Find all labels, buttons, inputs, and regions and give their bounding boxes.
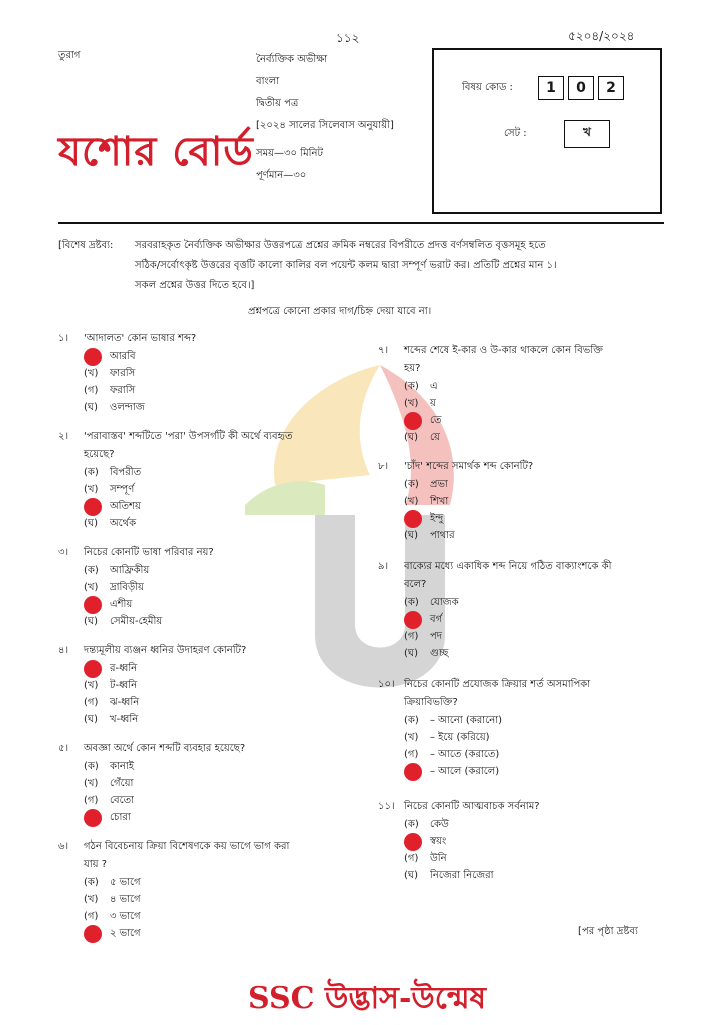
option-text: অতিশয় <box>110 501 141 512</box>
answer-option <box>58 382 358 399</box>
answer-option <box>58 775 358 792</box>
marked-answer-icon <box>404 412 422 430</box>
option-text: র-ধ্বনি <box>110 663 138 674</box>
answer-option <box>378 729 678 746</box>
question-stem <box>378 342 678 360</box>
option-label: (খ) <box>84 680 99 691</box>
marked-answer-icon <box>84 596 102 614</box>
marked-answer-icon <box>404 611 422 629</box>
answer-option <box>58 809 358 826</box>
option-label: (ঘ) <box>404 530 418 541</box>
option-label: (খ) <box>84 582 99 593</box>
exam-code: ৫২০৪/২০২৪ <box>568 29 635 43</box>
set-value: খ <box>564 120 610 148</box>
answer-option <box>378 628 678 645</box>
question-text: বলে? <box>404 579 427 590</box>
option-text: পদ <box>430 631 443 642</box>
answer-option <box>58 677 358 694</box>
question-text: দন্ত্যমূলীয় ব্যঞ্জন ধ্বনির উদাহরণ কোনটি? <box>84 645 247 656</box>
answer-option <box>58 925 358 942</box>
option-text: সম্পূর্ণ <box>110 484 135 495</box>
option-label: (খ) <box>84 778 99 789</box>
question-number: ৪। <box>58 645 69 656</box>
question-number: ৬। <box>58 841 69 852</box>
question-number: ২। <box>58 431 69 442</box>
option-text: স্বয়ং <box>430 836 447 847</box>
option-label: (গ) <box>84 795 99 806</box>
option-label: (খ) <box>84 894 99 905</box>
answer-option <box>378 712 678 729</box>
page-note: [পর পৃষ্ঠা দ্রষ্টব্য <box>578 926 638 937</box>
marked-answer-icon <box>404 510 422 528</box>
question-text: নিচের কোনটি প্রযোজক ক্রিয়ার শর্ত অসমাপিকা <box>404 679 591 690</box>
option-text: দ্রাবিড়ীয় <box>110 582 144 593</box>
question-number: ১০। <box>378 679 395 690</box>
code-box <box>432 48 662 214</box>
question-text: অবজ্ঞা অর্থে কোন শব্দটি ব্যবহার হয়েছে? <box>84 743 246 754</box>
subject-line: পূর্ণমান—৩০ <box>256 170 307 181</box>
question-text: যায় ? <box>84 859 108 870</box>
option-label: (ক) <box>404 597 419 608</box>
question-text: 'চাঁদ' শব্দের সমার্থক শব্দ কোনটি? <box>404 461 534 472</box>
answer-option <box>58 481 358 498</box>
question-number: ১১। <box>378 801 395 812</box>
option-label: (ক) <box>404 479 419 490</box>
option-text: ৩ ভাগে <box>110 911 141 922</box>
question-stem <box>58 642 358 660</box>
question <box>58 740 358 826</box>
code-digit: 0 <box>568 76 594 100</box>
option-label: (ক) <box>84 467 99 478</box>
question-stem <box>378 676 678 694</box>
instruction-label: [বিশেষ দ্রষ্টব্য: <box>58 240 114 251</box>
option-text: গেঁয়ো <box>110 778 134 789</box>
option-text: এ <box>430 381 438 392</box>
answer-option <box>378 867 678 884</box>
question-text: গঠন বিবেচনায় ক্রিয়া বিশেষণকে কয় ভাগে ভাগ করা <box>84 841 290 852</box>
question <box>378 458 678 544</box>
question <box>378 798 678 884</box>
question-stem <box>58 856 358 874</box>
option-text: ট-ধ্বনি <box>110 680 138 691</box>
question-stem <box>58 544 358 562</box>
option-text: – আলে (করালে) <box>430 766 500 777</box>
option-text: তে <box>430 415 442 426</box>
option-text: ফরাসি <box>110 385 136 396</box>
option-text: নিজেরা নিজেরা <box>430 870 494 881</box>
option-text: আফ্রিকীয় <box>110 565 150 576</box>
option-label: (ক) <box>404 715 419 726</box>
option-text: ৪ ভাগে <box>110 894 141 905</box>
answer-option <box>378 510 678 527</box>
questions-right <box>378 342 678 894</box>
question-text: হয়েছে? <box>84 449 115 460</box>
option-label: (গ) <box>404 853 419 864</box>
answer-option <box>378 527 678 544</box>
option-label: (খ) <box>84 484 99 495</box>
instruction-line: সকল প্রশ্নের উত্তর দিতে হবে।] <box>135 280 255 291</box>
question-stem <box>378 798 678 816</box>
question <box>378 342 678 446</box>
question-stem <box>58 446 358 464</box>
option-text: আরবি <box>110 351 136 362</box>
left-tag: তুরাগ <box>58 50 81 61</box>
option-label: (গ) <box>84 911 99 922</box>
marked-answer-icon <box>84 660 102 678</box>
option-text: উনি <box>430 853 447 864</box>
question-stem <box>378 576 678 594</box>
option-label: (ক) <box>84 565 99 576</box>
option-label: (ক) <box>84 761 99 772</box>
option-label: (ক) <box>404 381 419 392</box>
subject-code-label: বিষয় কোড : <box>462 82 513 93</box>
answer-option <box>58 399 358 416</box>
option-text: কেউ <box>430 819 449 830</box>
question-number: ৫। <box>58 743 69 754</box>
question-stem <box>378 558 678 576</box>
answer-option <box>378 645 678 662</box>
question-text: হয়? <box>404 363 421 374</box>
option-label: (খ) <box>404 732 419 743</box>
answer-option <box>58 365 358 382</box>
question-text: শব্দের শেষে ই-কার ও উ-কার থাকলে কোন বিভক্তি <box>404 345 603 356</box>
subject-line: নৈর্ব্যক্তিক অভীক্ষা <box>256 54 328 65</box>
option-text: ওলন্দাজ <box>110 402 145 413</box>
answer-option <box>58 891 358 908</box>
option-label: (ঘ) <box>84 714 98 725</box>
option-label: (ক) <box>84 877 99 888</box>
subject-line: বাংলা <box>256 76 280 87</box>
marked-answer-icon <box>404 763 422 781</box>
question-stem <box>378 458 678 476</box>
divider <box>58 222 664 224</box>
answer-option <box>58 758 358 775</box>
answer-option <box>58 498 358 515</box>
answer-option <box>378 833 678 850</box>
option-label: (খ) <box>404 398 419 409</box>
question-number: ৭। <box>378 345 389 356</box>
marked-answer-icon <box>84 498 102 516</box>
question <box>58 838 358 942</box>
instruction-line: সরবরাহকৃত নৈর্ব্যক্তিক অভীক্ষার উত্তরপত্রে প্রশ্নের ক্রমিক নম্বরের বিপরীতে প্রদত্ত বর্ণসম্বলিত বৃত্তসমূহ হতে <box>135 240 546 251</box>
option-label: (ঘ) <box>84 518 98 529</box>
option-text: য়ে <box>430 432 440 443</box>
marked-answer-icon <box>84 348 102 366</box>
marked-answer-icon <box>84 925 102 943</box>
option-label: (গ) <box>84 697 99 708</box>
option-label: (ঘ) <box>84 616 98 627</box>
subject-line: [২০২৪ সালের সিলেবাস অনুযায়ী] <box>256 120 394 131</box>
marked-answer-icon <box>404 833 422 851</box>
option-text: বেতো <box>110 795 135 806</box>
question-stem <box>58 838 358 856</box>
answer-option <box>58 515 358 532</box>
option-text: গুচ্ছ <box>430 648 449 659</box>
option-text: যোজক <box>430 597 459 608</box>
question-number: ৩। <box>58 547 69 558</box>
question-stem <box>58 428 358 446</box>
question <box>58 544 358 630</box>
option-text: বিপরীত <box>110 467 142 478</box>
question <box>58 428 358 532</box>
subject-line: দ্বিতীয় পত্র <box>256 98 299 109</box>
subject-line: সময়—৩০ মিনিট <box>256 148 323 159</box>
answer-option <box>378 850 678 867</box>
question-text: বাক্যের মধ্যে একাধিক শব্দ নিয়ে গঠিত বাক্যাংশকে কী <box>404 561 612 572</box>
set-label: সেট : <box>504 128 527 139</box>
option-text: শিখা <box>430 496 449 507</box>
page-number: ১১২ <box>336 31 360 45</box>
question-text: 'পরাবাস্তব' শব্দটিতে 'পরা' উপসর্গটি কী অর্থে ব্যবহৃত <box>84 431 293 442</box>
option-text: – আতে (করাতে) <box>430 749 500 760</box>
question-stem <box>58 330 358 348</box>
answer-option <box>58 579 358 596</box>
option-text: সেমীয়-হেমীয় <box>110 616 163 627</box>
answer-option <box>58 694 358 711</box>
option-label: (ঘ) <box>404 870 418 881</box>
option-label: (ক) <box>404 819 419 830</box>
instructions <box>135 236 665 296</box>
option-label: (গ) <box>404 749 419 760</box>
answer-option <box>378 746 678 763</box>
answer-option <box>58 792 358 809</box>
answer-option <box>378 763 678 780</box>
answer-option <box>378 378 678 395</box>
board-title: যশোর বোর্ড <box>58 129 254 175</box>
answer-option <box>378 476 678 493</box>
answer-option <box>378 816 678 833</box>
question-text: 'আদালত' কোন ভাষার শব্দ? <box>84 333 197 344</box>
subject-block <box>256 52 394 190</box>
answer-option <box>58 562 358 579</box>
option-text: অর্থেক <box>110 518 137 529</box>
marked-answer-icon <box>84 809 102 827</box>
answer-option <box>378 429 678 446</box>
question-number: ১। <box>58 333 69 344</box>
option-text: য় <box>430 398 436 409</box>
answer-option <box>58 711 358 728</box>
question <box>378 558 678 662</box>
question-stem <box>378 360 678 378</box>
answer-option <box>58 660 358 677</box>
code-digit: 1 <box>538 76 564 100</box>
option-label: (গ) <box>84 385 99 396</box>
instruction-line: সঠিক/সর্বোৎকৃষ্ট উত্তরের বৃত্তটি কালো কালির বল পয়েন্ট কলম দ্বারা সম্পূর্ণ ভরাট কর। প্রতিটি প্রশ্নের মান ১। <box>135 260 557 271</box>
option-text: কানাই <box>110 761 134 772</box>
option-text: ৫ ভাগে <box>110 877 141 888</box>
question <box>58 330 358 416</box>
question <box>378 676 678 780</box>
question-text: নিচের কোনটি আত্মবাচক সর্বনাম? <box>404 801 540 812</box>
answer-option <box>58 464 358 481</box>
answer-option <box>378 395 678 412</box>
question-number: ৯। <box>378 561 389 572</box>
answer-option <box>378 611 678 628</box>
answer-option <box>58 613 358 630</box>
answer-option <box>58 874 358 891</box>
question-text: নিচের কোনটি ভাষা পরিবার নয়? <box>84 547 214 558</box>
option-text: পাথার <box>430 530 455 541</box>
option-label: (ঘ) <box>84 402 98 413</box>
question-stem <box>58 740 358 758</box>
option-text: – আনো (করানো) <box>430 715 502 726</box>
question-stem <box>378 694 678 712</box>
answer-option <box>58 596 358 613</box>
subject-code <box>538 76 624 100</box>
question <box>58 642 358 728</box>
option-text: প্রভা <box>430 479 448 490</box>
option-text: চোরা <box>110 812 131 823</box>
option-text: – ইয়ে (করিয়ে) <box>430 732 490 743</box>
question-text: ক্রিয়াবিভক্তি? <box>404 697 458 708</box>
option-label: (খ) <box>404 496 419 507</box>
option-text: ঝ-ধ্বনি <box>110 697 140 708</box>
option-text: ফারসি <box>110 368 136 379</box>
answer-option <box>378 594 678 611</box>
option-label: (খ) <box>84 368 99 379</box>
footer-brand: SSC উদ্ভাস-উন্মেষ <box>248 981 487 1016</box>
option-label: (ঘ) <box>404 432 418 443</box>
answer-option <box>58 348 358 365</box>
option-text: খ-ধ্বনি <box>110 714 139 725</box>
warning: প্রশ্নপত্রে কোনো প্রকার দাগ/চিহ্ন দেয়া যাবে না। <box>248 306 432 317</box>
option-text: ইন্দু <box>430 513 444 524</box>
code-digit: 2 <box>598 76 624 100</box>
option-label: (ঘ) <box>404 648 418 659</box>
answer-option <box>378 493 678 510</box>
option-text: বর্গ <box>430 614 443 625</box>
answer-option <box>378 412 678 429</box>
answer-option <box>58 908 358 925</box>
option-text: ২ ভাগে <box>110 928 141 939</box>
question-number: ৮। <box>378 461 389 472</box>
option-text: এশীয় <box>110 599 133 610</box>
questions-left <box>58 330 358 952</box>
option-label: (গ) <box>404 631 419 642</box>
